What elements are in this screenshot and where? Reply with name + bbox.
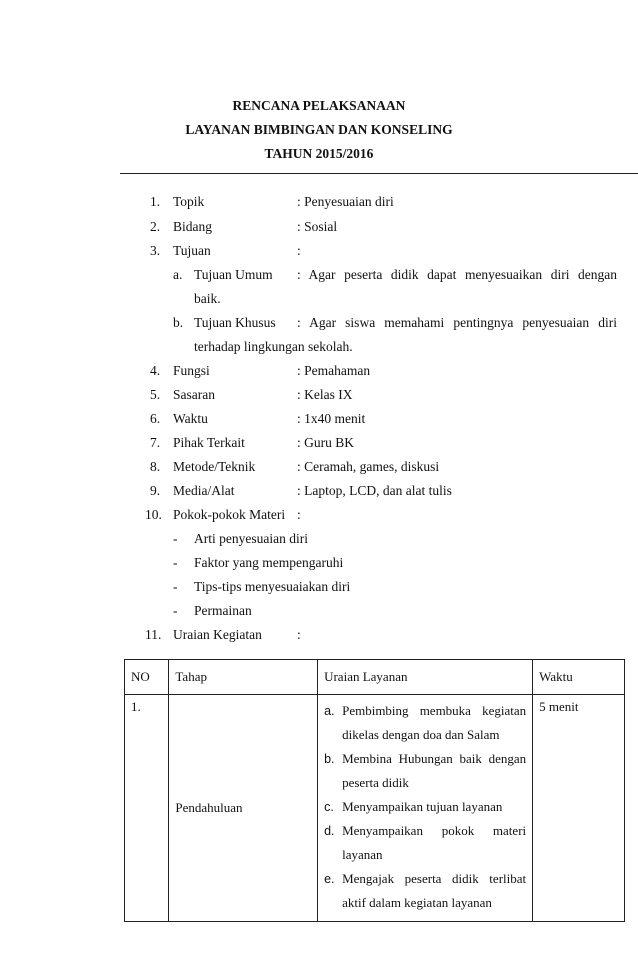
sub-value: : Agar siswa memahami pentingnya penyesuaian diri: [297, 315, 617, 330]
item-label: Tujuan: [173, 243, 211, 258]
item-number: 9.: [150, 483, 161, 498]
item-label: Topik: [173, 194, 205, 209]
item-number: 5.: [150, 387, 161, 402]
item-number: 8.: [150, 459, 161, 474]
item-value: : Pemahaman: [297, 363, 371, 378]
item-label: Uraian Kegiatan: [173, 627, 262, 642]
item-label: Pokok-pokok Materi: [173, 507, 286, 522]
header-tahap: Tahap: [169, 660, 318, 695]
list-text: Membina Hubungan baik dengan peserta didik: [342, 751, 527, 790]
item-value: :: [297, 507, 301, 522]
list-marker: a.: [324, 704, 335, 718]
sub-value: : Agar peserta didik dapat menyesuaikan diri dengan: [297, 267, 617, 282]
item-value: :: [297, 627, 301, 642]
doc-title-line-3: TAHUN 2015/2016: [264, 146, 374, 161]
item-value: : 1x40 menit: [297, 411, 366, 426]
sub-value-continuation: baik.: [194, 291, 221, 306]
item-label: Pihak Terkait: [173, 435, 245, 450]
list-item: [324, 747, 526, 795]
list-marker: c.: [324, 800, 334, 814]
sub-value-continuation: terhadap lingkungan sekolah.: [194, 339, 353, 354]
list-item: [324, 795, 526, 819]
item-number: 2.: [150, 219, 161, 234]
sub-label: Tujuan Khusus: [194, 315, 276, 330]
cell-tahap: Pendahuluan: [169, 695, 318, 922]
item-number: 10.: [145, 507, 162, 522]
list-item: [324, 819, 526, 867]
list-text: Mengajak peserta didik terlibat aktif dalam kegiatan layanan: [342, 871, 527, 910]
item-value: : Laptop, LCD, dan alat tulis: [297, 483, 452, 498]
header-no: NO: [125, 660, 169, 695]
item-value: :: [297, 243, 301, 258]
materi-text: Tips-tips menyesuaiakan diri: [194, 579, 351, 594]
item-label: Sasaran: [173, 387, 215, 402]
doc-title-line-1: RENCANA PELAKSANAAN: [232, 98, 406, 113]
sub-letter: a.: [173, 267, 183, 282]
item-label: Bidang: [173, 219, 212, 234]
item-number: 4.: [150, 363, 161, 378]
sub-label: Tujuan Umum: [194, 267, 273, 282]
item-label: Media/Alat: [173, 483, 235, 498]
cell-uraian: [318, 695, 533, 922]
item-number: 6.: [150, 411, 161, 426]
list-marker: e.: [324, 872, 335, 886]
item-number: 1.: [150, 194, 161, 209]
item-number: 7.: [150, 435, 161, 450]
table-header-row: [125, 660, 625, 695]
uraian-list: [324, 695, 526, 921]
item-label: Fungsi: [173, 363, 210, 378]
list-item: [324, 699, 526, 747]
cell-waktu: 5 menit: [533, 695, 625, 922]
list-marker: d.: [324, 824, 335, 838]
kegiatan-table: [124, 659, 625, 922]
dash-bullet: -: [173, 555, 178, 570]
materi-text: Permainan: [194, 603, 252, 618]
dash-bullet: -: [173, 579, 178, 594]
item-value: : Ceramah, games, diskusi: [297, 459, 440, 474]
sub-letter: b.: [173, 315, 184, 330]
header-divider: [120, 173, 638, 174]
item-value: : Sosial: [297, 219, 338, 234]
header-uraian: Uraian Layanan: [318, 660, 533, 695]
materi-text: Faktor yang mempengaruhi: [194, 555, 344, 570]
dash-bullet: -: [173, 531, 178, 546]
item-value: : Penyesuaian diri: [297, 194, 394, 209]
materi-text: Arti penyesuaian diri: [194, 531, 308, 546]
list-text: Menyampaikan tujuan layanan: [342, 799, 503, 814]
item-number: 3.: [150, 243, 161, 258]
list-item: [324, 867, 526, 915]
list-text: Pembimbing membuka kegiatan dikelas dengan doa dan Salam: [342, 703, 527, 742]
table-row: [125, 695, 625, 922]
item-label: Metode/Teknik: [173, 459, 256, 474]
doc-title-line-2: LAYANAN BIMBINGAN DAN KONSELING: [185, 122, 453, 137]
dash-bullet: -: [173, 603, 178, 618]
cell-no: 1.: [125, 695, 169, 922]
list-marker: b.: [324, 752, 335, 766]
item-number: 11.: [145, 627, 162, 642]
item-value: : Guru BK: [297, 435, 354, 450]
item-label: Waktu: [173, 411, 208, 426]
item-value: : Kelas IX: [297, 387, 353, 402]
header-waktu: Waktu: [533, 660, 625, 695]
list-text: Menyampaikan pokok materi layanan: [342, 823, 527, 862]
